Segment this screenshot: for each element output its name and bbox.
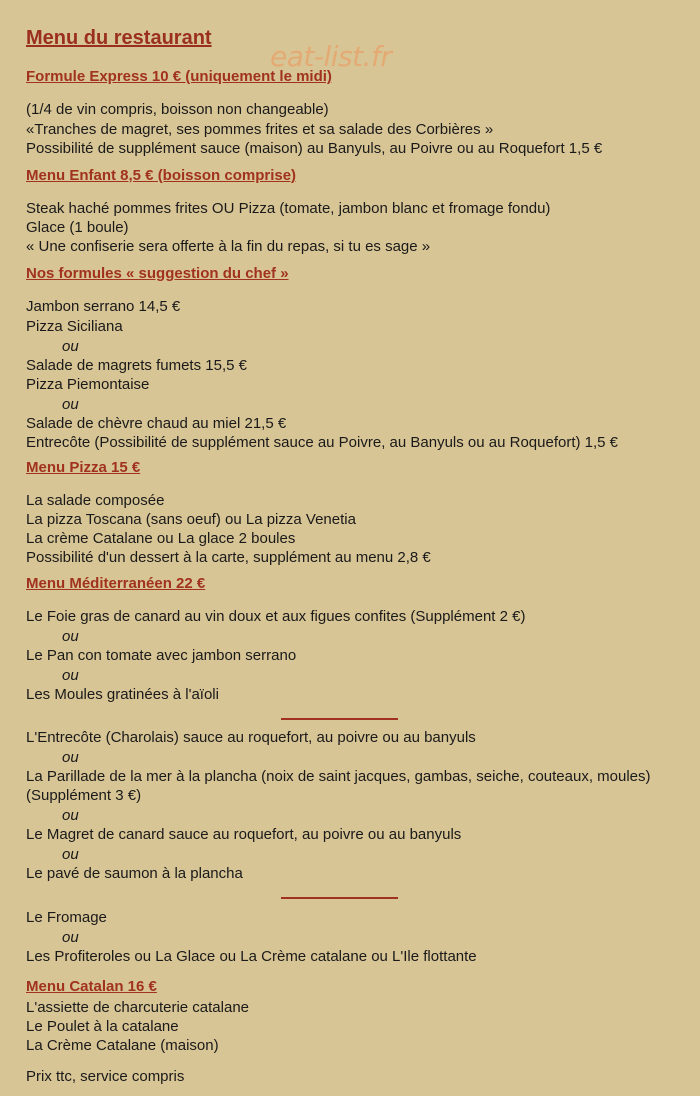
menu-line: La crème Catalane ou La glace 2 boules bbox=[26, 530, 296, 547]
menu-line: La Crème Catalane (maison) bbox=[26, 1037, 219, 1054]
menu-line: La salade composée bbox=[26, 492, 165, 509]
menu-line: Le Fromage bbox=[26, 909, 107, 926]
course-divider bbox=[281, 897, 398, 899]
menu-line: L'assiette de charcuterie catalane bbox=[26, 999, 250, 1016]
menu-line: Le Poulet à la catalane bbox=[26, 1018, 179, 1035]
menu-line: Le Foie gras de canard au vin doux et aux figues confites (Supplément 2 €) bbox=[26, 608, 526, 625]
menu-line: La pizza Toscana (sans oeuf) ou La pizza Venetia bbox=[26, 511, 356, 528]
menu-line: Jambon serrano 14,5 € bbox=[26, 298, 181, 315]
menu-line: (1/4 de vin compris, boisson non changeable) bbox=[26, 101, 329, 118]
footer-note: Prix ttc, service compris bbox=[26, 1068, 185, 1085]
menu-line: Le pavé de saumon à la plancha bbox=[26, 865, 243, 882]
or-separator: ou bbox=[62, 749, 79, 766]
menu-line: Steak haché pommes frites OU Pizza (tomate, jambon blanc et fromage fondu) bbox=[26, 200, 551, 217]
menu-line: Salade de magrets fumets 15,5 € bbox=[26, 357, 247, 374]
menu-line: Les Profiteroles ou La Glace ou La Crème catalane ou L'Ile flottante bbox=[26, 948, 477, 965]
menu-line: Possibilité d'un dessert à la carte, supplément au menu 2,8 € bbox=[26, 549, 431, 566]
section-heading-express: Formule Express 10 € (uniquement le midi) bbox=[26, 68, 332, 85]
menu-line: «Tranches de magret, ses pommes frites et sa salade des Corbières » bbox=[26, 121, 494, 138]
or-separator: ou bbox=[62, 846, 79, 863]
or-separator: ou bbox=[62, 628, 79, 645]
or-separator: ou bbox=[62, 929, 79, 946]
section-heading-chef: Nos formules « suggestion du chef » bbox=[26, 265, 289, 282]
or-separator: ou bbox=[62, 396, 79, 413]
menu-line: Pizza Siciliana bbox=[26, 318, 123, 335]
watermark-logo: eat-list.fr bbox=[270, 40, 392, 73]
section-heading-pizza: Menu Pizza 15 € bbox=[26, 459, 141, 476]
section-heading-catalan: Menu Catalan 16 € bbox=[26, 978, 157, 995]
menu-line: (Supplément 3 €) bbox=[26, 787, 142, 804]
menu-line: Pizza Piemontaise bbox=[26, 376, 150, 393]
menu-line: Les Moules gratinées à l'aïoli bbox=[26, 686, 219, 703]
menu-line: L'Entrecôte (Charolais) sauce au roquefort, au poivre ou au banyuls bbox=[26, 729, 476, 746]
or-separator: ou bbox=[62, 667, 79, 684]
menu-line: Le Pan con tomate avec jambon serrano bbox=[26, 647, 297, 664]
menu-line: Le Magret de canard sauce au roquefort, au poivre ou au banyuls bbox=[26, 826, 462, 843]
section-heading-mediterraneen: Menu Méditerranéen 22 € bbox=[26, 575, 206, 592]
or-separator: ou bbox=[62, 338, 79, 355]
section-heading-enfant: Menu Enfant 8,5 € (boisson comprise) bbox=[26, 167, 297, 184]
menu-line: Possibilité de supplément sauce (maison) au Banyuls, au Poivre ou au Roquefort 1,5 € bbox=[26, 140, 603, 157]
menu-line: Salade de chèvre chaud au miel 21,5 € bbox=[26, 415, 287, 432]
page-title: Menu du restaurant bbox=[26, 27, 212, 49]
menu-line: Entrecôte (Possibilité de supplément sauce au Poivre, au Banyuls ou au Roquefort) 1,5 € bbox=[26, 434, 619, 451]
menu-line: La Parillade de la mer à la plancha (noix de saint jacques, gambas, seiche, couteaux, moules) bbox=[26, 768, 651, 785]
course-divider bbox=[281, 718, 398, 720]
menu-line: Glace (1 boule) bbox=[26, 219, 129, 236]
menu-line: « Une confiserie sera offerte à la fin du repas, si tu es sage » bbox=[26, 238, 431, 255]
or-separator: ou bbox=[62, 807, 79, 824]
